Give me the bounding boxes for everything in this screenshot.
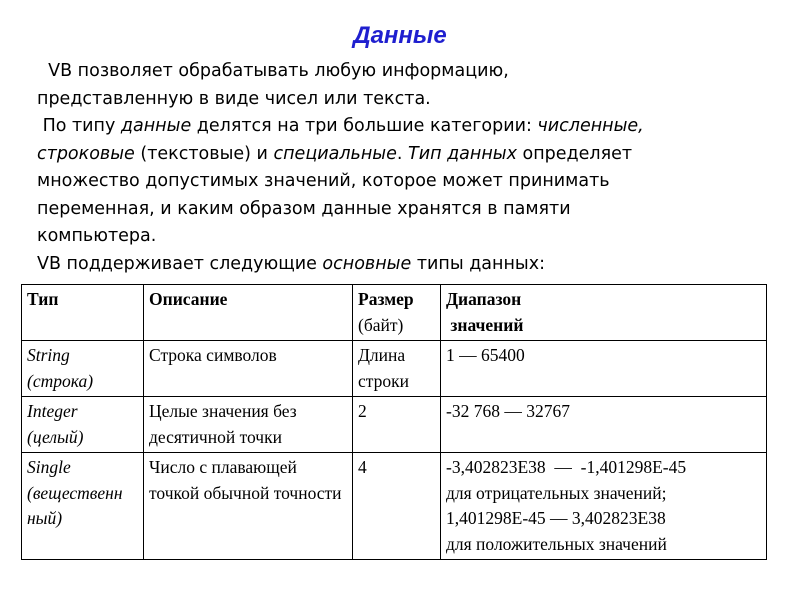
description-cell: Число с плавающей точкой обычной точности — [144, 453, 353, 560]
header-range — [441, 285, 767, 341]
emphasis-data-type: Тип данных — [408, 143, 517, 164]
size-cell — [353, 341, 441, 397]
header-size-label: Размер — [358, 289, 414, 309]
range-cell — [441, 453, 767, 560]
categories-paragraph — [37, 113, 767, 251]
text-span: . — [396, 143, 408, 164]
type-ru: (строка) — [27, 370, 94, 391]
range-cell: 1 — 65400 — [441, 341, 767, 397]
table-header-row — [22, 285, 767, 341]
range-l3: 1,401298Е-45 — 3,402823Е38 — [446, 508, 666, 528]
type-name: String — [27, 345, 70, 365]
text-span: определяет — [516, 143, 633, 164]
categories-line-5: компьютера. — [37, 226, 157, 246]
text-span: (текстовые) и — [134, 143, 274, 164]
size-cell: 2 — [353, 397, 441, 453]
size-l2: строки — [358, 370, 409, 391]
text-span: типы данных: — [411, 254, 545, 274]
intro-line-2: представленную в виде чисел или текста. — [37, 88, 431, 109]
range-l4: для положительных значений — [446, 533, 667, 554]
type-name: Single — [27, 457, 71, 477]
range-l2: для отрицательных значений; — [446, 482, 667, 503]
data-types-table — [21, 284, 767, 560]
header-description: Описание — [144, 285, 353, 341]
size-l1: Длина — [358, 345, 406, 365]
description-cell: Целые значения без десятичной точки — [144, 397, 353, 453]
type-cell — [22, 341, 144, 397]
description-cell: Строка символов — [144, 341, 353, 397]
emphasis-basic: основные — [322, 254, 412, 274]
categories-line-4: переменная, и каким образом данные хранятся в памяти — [37, 198, 571, 219]
page-title: Данные — [353, 22, 447, 49]
table-row — [22, 341, 767, 397]
range-l1: -3,402823Е38 — -1,401298Е-45 — [446, 457, 687, 477]
categories-line-3: множество допустимых значений, которое может принимать — [37, 171, 610, 191]
table-row — [22, 397, 767, 453]
type-ru-l2: ный) — [27, 508, 63, 528]
supported-types-line — [37, 251, 767, 279]
header-range-l1: Диапазон — [446, 289, 522, 309]
emphasis-data: данные — [120, 116, 192, 136]
text-span: По типу — [37, 116, 121, 136]
intro-paragraph — [37, 58, 767, 113]
type-ru: (целый) — [27, 426, 84, 447]
type-ru-l1: (вещественн — [27, 482, 123, 503]
emphasis-string: строковые — [37, 143, 135, 164]
size-cell: 4 — [353, 453, 441, 560]
intro-line-1: VB позволяет обрабатывать любую информацию, — [37, 61, 509, 81]
range-cell: -32 768 — 32767 — [441, 397, 767, 453]
type-name: Integer — [27, 401, 78, 421]
header-size — [353, 285, 441, 341]
text-span: делятся на три большие категории: — [191, 116, 538, 136]
header-range-l2: значений — [446, 314, 524, 335]
emphasis-numeric: численные, — [537, 116, 644, 136]
header-size-unit: (байт) — [358, 314, 404, 335]
categories-line-1 — [37, 113, 767, 141]
header-type: Тип — [22, 285, 144, 341]
table-row — [22, 453, 767, 560]
categories-line-2 — [37, 141, 767, 169]
emphasis-special: специальные — [273, 143, 397, 164]
type-cell — [22, 397, 144, 453]
text-span: VB поддерживает следующие — [37, 254, 323, 274]
type-cell — [22, 453, 144, 560]
